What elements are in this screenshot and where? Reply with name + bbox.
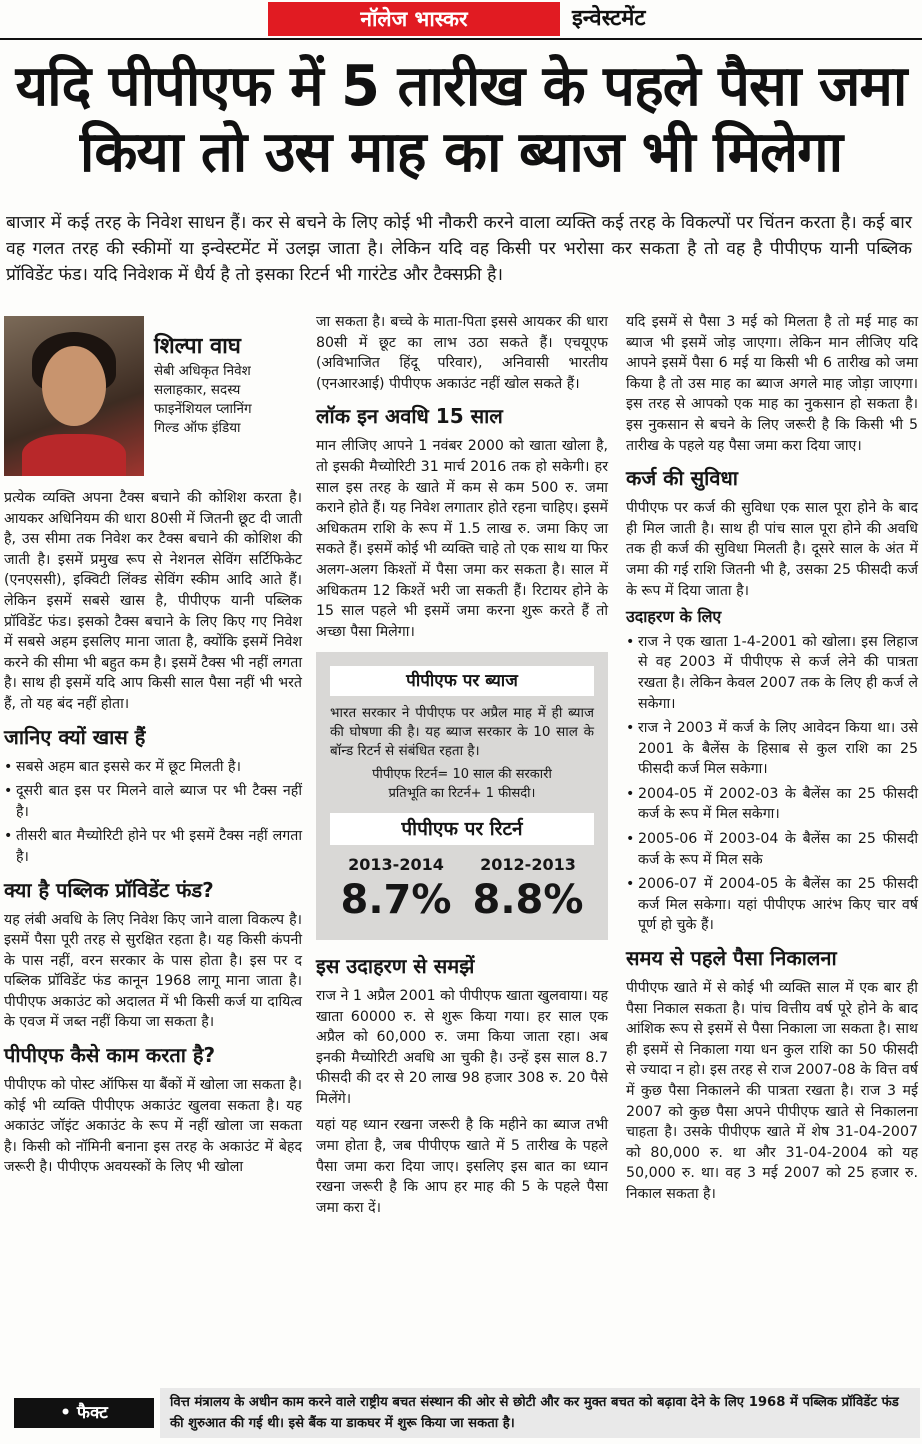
author-name: शिल्पा वाघ: [154, 334, 241, 359]
bullet-list: [4, 757, 302, 868]
box-text: भारत सरकार ने पीपीएफ पर अप्रैल माह में ही ब्याज की घोषणा की है। यह ब्याज सरकार के 10 साल के बॉन्ड रिटर्न से संबंधित रहता है।: [330, 705, 594, 760]
paragraph: पीपीएफ पर कर्ज की सुविधा एक साल पूरा होने के बाद ही मिल जाती है। साथ ही पांच साल पूरा होने की अवधि तक ही कर्ज की सुविधा मिलती है। दूसरे साल के अंत में जमा की गई राशि जितनी भी है, उसका 25 फीसदी कर्ज के रूप में दिया जाता है।: [626, 500, 918, 599]
paragraph: मान लीजिए आपने 1 नवंबर 2000 को खाता खोला है, तो इसकी मैच्योरिटी 31 मार्च 2016 तक हो सकेगी। हर साल इस तरह के खाते में कम से कम 500 रु. जमा कराने होते हैं। यह निवेश लगातार होते रहना चाहिए। इसमें अधिकतम राशि के रूप में 1.5 लाख रु. जमा किए जा सकते हैं। इसमें कोई भी व्यक्ति चाहे तो एक साथ या फिर अलग-अलग किश्तों में पैसा जमा कर सकता है। साल में अधिकतम 12 किश्तें भरी जा सकती हैं। रिटायर होने के 15 साल पहले भी इसमें जमा करना शुरू करते हैं तो अच्छा पैसा मिलेगा।: [316, 438, 608, 640]
masthead: [0, 0, 922, 38]
paragraph: यह लंबी अवधि के लिए निवेश किए जाने वाला विकल्प है। इसमें पैसा पूरी तरह से सुरक्षित रहता है। यह किसी कंपनी के पास नहीं, वरन सरकार के पास होता है। इस पर द पब्लिक प्रॉविडेंट फंड कानून 1968 लागू माना जाता है। पीपीएफ अकाउंट को अदालत में भी किसी कर्ज या दायित्व के एवज में जब्त नहीं किया जा सकता है।: [4, 911, 302, 1031]
subheading-lock-in: लॉक इन अवधि 15 साल: [316, 404, 503, 429]
paragraph: यदि इसमें से पैसा 3 मई को मिलता है तो मई माह का ब्याज भी इसमें जोड़ जाएगा। लेकिन मान लीजिए यदि आपने इसमें पैसा 6 मई या किसी भी 6 तारीख को जमा किया है तो उस माह का ब्याज अगले माह जोड़ा जाएगा। इस तरह से आपको एक माह का नुकसान हो सकता है। इस नुकसान से बचने के लिए जरूरी है कि किसी भी 5 तारीख के पहले यह पैसा जमा करा दिया जाए।: [626, 314, 918, 454]
subheading-example: इस उदाहरण से समझें: [316, 953, 475, 978]
author-role-2: सलाहकार, सदस्य: [154, 382, 241, 398]
paragraph: पीपीएफ खाते में से कोई भी व्यक्ति साल में एक बार ही पैसा निकाल सकता है। पांच वित्तीय वर्ष पूरे होने के बाद आंशिक रूप से इसमें से पैसा निकाला जा सकता है। साथ ही इसमें से निकाला गया धन कुल राशि का 50 फीसदी से ज्यादा न हो। इस तरह से राज 2007-08 के वित्त वर्ष में कुछ पैसा निकालने की पात्रता रखता है। राज 3 मई 2007 को कुछ पैसा अपने पीपीएफ खाते से निकालना चाहता है। उसके पीपीएफ खाते में शेष 31-04-2007 को 80,000 रु. था और 31-04-2004 को यह 50,000 रु. था। वह 3 मई 2007 को 25 हजार रु. निकाल सकता है।: [626, 980, 918, 1202]
brand-label: नॉलेज भास्कर: [268, 2, 560, 36]
list-item: • 2006-07 में 2004-05 के बैलेंस का 25 फीसदी कर्ज मिल सकेगा। यहां पीपीएफ आरंभ किए चार वर्ष पूर्ण हो चुके हैं।: [626, 874, 918, 936]
subheading-loan: कर्ज की सुविधा: [626, 466, 738, 491]
paragraph: प्रत्येक व्यक्ति अपना टैक्स बचाने की कोशिश करता है। आयकर अधिनियम की धारा 80सी में जितनी छूट दी जाती है, उस सीमा तक निवेश कर टैक्स बचाने की कोशिश की जाती है। इसमें प्रमुख रूप से नेशनल सेविंग सर्टिफिकेट (एनएससी), इक्विटी लिंक्ड सेविंग स्कीम आदि आते हैं। लेकिन इसमें सबसे खास है, पीपीएफ यानी पब्लिक प्रॉविडेंट फंड। इसको टैक्स बचाने के लिए किए गए निवेश में सबसे अहम इसलिए माना जाता है, क्योंकि इसमें निवेश करने की सीमा भी बहुत कम है। इसमें टैक्स भी नहीं लगता है। साथ ही इसमें यदि आप किसी साल पैसा नहीं भी भरते हैं, तो यह बंद नहीं होता।: [4, 490, 302, 712]
return-formula: [330, 765, 594, 803]
column-3: [626, 312, 918, 1211]
column-2: [316, 312, 608, 1224]
section-label: इन्वेस्टमेंट: [572, 6, 646, 31]
subheading-early-withdrawal: समय से पहले पैसा निकालना: [626, 946, 837, 971]
list-item: • दूसरी बात इस पर मिलने वाले ब्याज पर भी टैक्स नहीं है।: [4, 781, 302, 822]
column-1: [4, 312, 302, 1184]
list-item: • सबसे अहम बात इससे कर में छूट मिलती है।: [4, 757, 302, 778]
intro-paragraph: बाजार में कई तरह के निवेश साधन हैं। कर से बचने के लिए कोई भी नौकरी करने वाला व्यक्ति कई तरह के विकल्पों पर चिंतन करता है। कई बार वह गलत तरह की स्कीमों या इन्वेस्टमेंट में उलझ जाता है। लेकिन यदि वह किसी पर भरोसा कर सकता है तो वह है पीपीएफ यानी पब्लिक प्रॉविडेंट फंड। यदि निवेशक में धैर्य है तो इसका रिटर्न भी गारंटेड और टैक्सफ्री है।: [6, 213, 912, 285]
fact-footer: [0, 1388, 922, 1438]
bullet-list: [626, 632, 918, 936]
box-title-interest: पीपीएफ पर ब्याज: [330, 666, 594, 696]
author-photo: [4, 316, 144, 476]
headline-line-2: किया तो उस माह का ब्याज भी मिलेगा: [79, 120, 843, 185]
year-label: 2012-2013: [480, 855, 576, 875]
subheading-for-example: उदाहरण के लिए: [626, 607, 722, 627]
author-role-1: सेबी अधिकृत निवेश: [154, 363, 251, 379]
rate-value: 8.7%: [340, 876, 452, 923]
returns-figures: [330, 855, 594, 924]
paragraph: राज ने 1 अप्रैल 2001 को पीपीएफ खाता खुलवाया। यह खाता 60000 रु. से शुरू किया गया। हर साल एक अप्रैल को 60,000 रु. जमा किया जाता रहा। अब इनकी मैच्योरिटी अवधि आ चुकी है। उन्हें इस साल 8.7 फीसदी की दर से 20 लाख 98 हजार 308 रु. 20 पैसे मिलेंगे।: [316, 987, 608, 1107]
formula-line-1: पीपीएफ रिटर्न= 10 साल की सरकारी: [372, 767, 552, 783]
paragraph: यहां यह ध्यान रखना जरूरी है कि महीने का ब्याज तभी जमा होता है, जब पीपीएफ खाते में 5 तारीख के पहले पैसा जमा करा दिया जाए। इसलिए इस बात का ध्यान रखना जरूरी है कि आप हर माह की 5 के पहले पैसा जमा करा दें।: [316, 1117, 608, 1216]
author-role-4: गिल्ड ऑफ इंडिया: [154, 420, 241, 436]
author-info: [154, 332, 252, 438]
return-2012-2013: [473, 855, 584, 924]
list-item: • राज ने 2003 में कर्ज के लिए आवेदन किया था। उसे 2001 के बैलेंस के हिसाब से कुल राशि का 25 फीसदी कर्ज मिल सकेगा।: [626, 718, 918, 780]
subheading-what-is-ppf: क्या है पब्लिक प्रॉविडेंट फंड?: [4, 877, 214, 902]
subheading-why-special: जानिए क्यों खास हैं: [4, 724, 146, 749]
fact-label: • फैक्ट: [14, 1398, 154, 1428]
list-item: • 2005-06 में 2003-04 के बैलेंस का 25 फीसदी कर्ज के रूप में मिल सके: [626, 829, 918, 870]
list-item: • तीसरी बात मैच्योरिटी होने पर भी इसमें टैक्स नहीं लगता है।: [4, 826, 302, 867]
list-item: • राज ने एक खाता 1-4-2001 को खोला। इस लिहाज से वह 2003 में पीपीएफ से कर्ज लेने की पात्रता रखता है। लेकिन केवल 2007 तक के लिए ही कर्ज ले सकेगा।: [626, 632, 918, 714]
rate-value: 8.8%: [472, 876, 584, 923]
headline: [0, 54, 922, 186]
masthead-rule: [0, 38, 922, 40]
author-profile: [4, 312, 302, 480]
headline-line-1: यदि पीपीएफ में 5 तारीख के पहले पैसा जमा: [15, 54, 907, 119]
box-title-returns: पीपीएफ पर रिटर्न: [330, 813, 594, 845]
list-item: • 2004-05 में 2002-03 के बैलेंस का 25 फीसदी कर्ज के रूप में मिल सकेगा।: [626, 784, 918, 825]
paragraph: पीपीएफ को पोस्ट ऑफिस या बैंकों में खोला जा सकता है। कोई भी व्यक्ति पीपीएफ अकाउंट खुलवा सकता है। यह अकाउंट जॉइंट अकाउंट के रूप में नहीं खोला जा सकता है। किसी को नॉमिनी बनाना इस तरह के अकाउंट में बेहद जरूरी है। पीपीएफ अवयस्कों के लिए भी खोला: [4, 1077, 302, 1176]
year-label: 2013-2014: [348, 855, 444, 875]
return-2013-2014: [341, 855, 452, 924]
author-role-3: फाइनेंशियल प्लानिंग: [154, 401, 252, 417]
ppf-interest-box: [316, 652, 608, 940]
subheading-how-it-works: पीपीएफ कैसे काम करता है?: [4, 1043, 216, 1068]
formula-line-2: प्रतिभूति का रिटर्न+ 1 फीसदी।: [388, 786, 536, 802]
paragraph: जा सकता है। बच्चे के माता-पिता इससे आयकर की धारा 80सी में छूट का लाभ उठा सकते हैं। एचयूएफ (अविभाजित हिंदू परिवार), अनिवासी भारतीय (एनआरआई) पीपीएफ अकाउंट नहीं खोल सकते हैं।: [316, 314, 608, 392]
fact-text: वित्त मंत्रालय के अधीन काम करने वाले राष्ट्रीय बचत संस्थान की ओर से छोटी और कर मुक्त बचत को बढ़ावा देने के लिए 1968 में पब्लिक प्रॉविडेंट फंड की शुरुआत की गई थी। इसे बैंक या डाकघर में शुरू किया जा सकता है।: [160, 1388, 920, 1438]
